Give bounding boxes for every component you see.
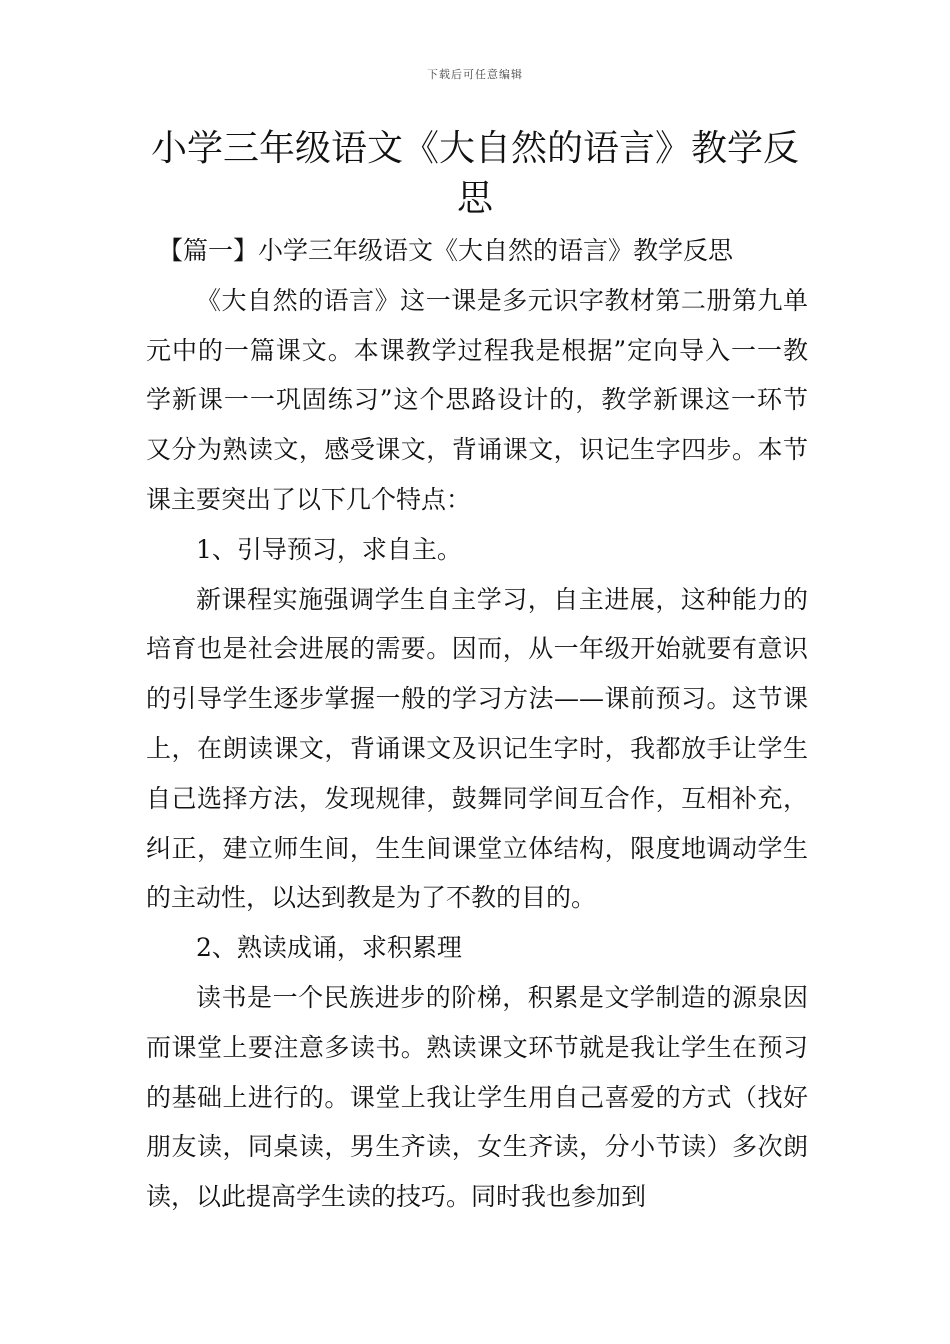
header-note: 下载后可任意编辑	[427, 68, 523, 81]
paragraph-point-1: 新课程实施强调学生自主学习，自主进展，这种能力的培育也是社会进展的需要。因而，从一年级开始就要有意识的引导学生逐步掌握一般的学习方法——课前预习。这节课上，在朗读课文，背诵课文及识记生字时，我都放手让学生自己选择方法，发现规律，鼓舞同学间互合作，互相补充，纠正，建立师生间，生生间课堂立体结构，限度地调动学生的主动性，以达到教是为了不教的目的。	[146, 584, 808, 913]
section-heading: 【篇一】小学三年级语文《大自然的语言》教学反思	[158, 236, 734, 265]
point-heading-2: 2、熟读成诵，求积累理	[196, 933, 462, 963]
paragraph-intro: 《大自然的语言》这一课是多元识字教材第二册第九单元中的一篇课文。本课教学过程我是根据”定向导入一一教学新课一一巩固练习”这个思路设计的，教学新课这一环节又分为熟读文，感受课文，背诵课文，识记生字四步。本节课主要突出了以下几个特点：	[146, 285, 808, 514]
point-heading-1: 1、引导预习，求自主。	[196, 534, 462, 564]
document-body	[146, 226, 808, 1222]
document-title: 小学三年级语文《大自然的语言》教学反思	[150, 128, 799, 219]
paragraph-point-2: 读书是一个民族进步的阶梯，积累是文学制造的源泉因而课堂上要注意多读书。熟读课文环节就是我让学生在预习的基础上进行的。课堂上我让学生用自己喜爱的方式（找好朋友读，同桌读，男生齐读，女生齐读，分小节读）多次朗读，以此提高学生读的技巧。同时我也参加到	[146, 982, 808, 1212]
